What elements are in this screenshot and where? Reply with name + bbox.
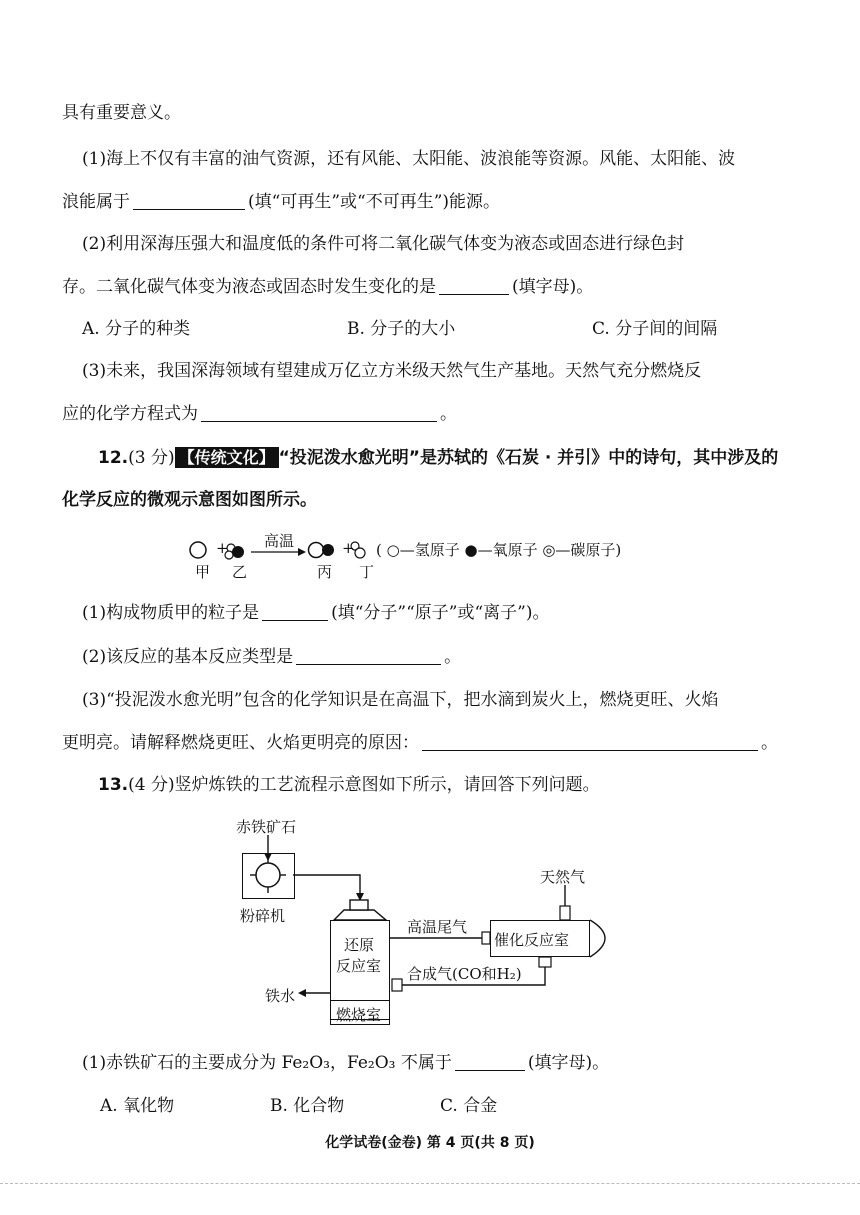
text-segment: (2)该反应的基本反应类型是 [82,647,294,667]
question-number: 12. [98,448,129,468]
reduction-label-2: 反应室 [336,957,382,975]
text-segment: 。 [444,647,462,667]
tail-gas-label: 高温尾气 [407,918,468,936]
text-segment: 应的化学方程式为 [62,404,198,424]
score: (3 分) [128,448,175,468]
natural-gas-label: 天然气 [540,868,586,886]
text-segment: (填字母)。 [512,277,594,297]
plus-sign: + [216,539,229,557]
q11-part1-line1: (1)海上不仅有丰富的油气资源，还有风能、太阳能、波浪能等资源。风能、太阳能、波 [82,149,736,169]
q11-part3-line1: (3)未来，我国深海领域有望建成万亿立方米级天然气生产基地。天然气充分燃烧反 [82,361,702,381]
text-segment: (1)赤铁矿石的主要成分为 Fe₂O₃，Fe₂O₃ 不属于 [82,1053,452,1073]
ore-label: 赤铁矿石 [236,818,297,836]
text-segment: (填“可再生”或“不可再生”)能源。 [248,192,501,212]
question-number: 13. [98,775,129,795]
text-segment: 存。二氧化碳气体变为液态或固态时发生变化的是 [62,277,436,297]
atom-legend: ( ○—氢原子 ●—氧原子 ◎—碳原子) [376,541,622,559]
option-b: B. 化合物 [270,1096,345,1116]
label-bing: 丙 [317,563,333,581]
text-segment: 。 [761,733,778,753]
label-ding: 丁 [359,563,375,581]
option-c: C. 合金 [440,1096,498,1116]
text-segment: (填字母)。 [527,1053,610,1073]
label-yi: 乙 [232,563,248,581]
crusher-box [242,853,295,899]
text-segment: 。 [440,404,457,424]
text-segment: 更明亮。请解释燃烧更旺、火焰更明亮的原因： [62,733,419,753]
category-tag: 【传统文化】 [175,447,279,468]
page-footer: 化学试卷(金卷) 第 4 页(共 8 页) [325,1135,535,1151]
option-a: A. 氧化物 [100,1096,175,1116]
syngas-label: 合成气(CO和H₂) [407,965,522,983]
page-edge-divider [0,1183,860,1184]
q13-part1 [82,1051,609,1075]
label-jia: 甲 [195,563,211,581]
text-segment: (填“分子”“原子”或“离子”)。 [331,603,550,623]
text-segment: (4 分)竖炉炼铁的工艺流程示意图如下所示，请回答下列问题。 [128,775,600,795]
crusher-label: 粉碎机 [240,907,286,925]
q11-part2-line1: (2)利用深海压强大和温度低的条件可将二氧化碳气体变为液态或固态进行绿色封 [82,234,685,254]
q12-part3-line1: (3)“投泥泼水愈光明”包含的化学知识是在高温下，把水滴到炭火上，燃烧更旺、火焰 [82,690,719,710]
text-segment: (1)构成物质甲的粒子是 [82,603,260,623]
option-c: C. 分子间的间隔 [592,319,718,339]
combustion-label: 燃烧室 [336,1006,382,1024]
catalytic-label: 催化反应室 [494,931,570,949]
answer-blank[interactable] [455,1052,525,1071]
option-a: A. 分子的种类 [82,319,191,339]
plus-sign: + [342,539,355,557]
iron-label: 铁水 [265,987,296,1005]
q12-line2: 化学反应的微观示意图如图所示。 [62,490,317,510]
text-line: 具有重要意义。 [62,103,181,123]
text-segment: 浪能属于 [62,192,130,212]
text-segment: “投泥泼水愈光明”是苏轼的《石炭 · 并引》中的诗句，其中涉及的 [278,448,779,468]
reduction-label-1: 还原 [344,936,375,954]
option-b: B. 分子的大小 [347,319,456,339]
reaction-condition: 高温 [264,532,295,550]
